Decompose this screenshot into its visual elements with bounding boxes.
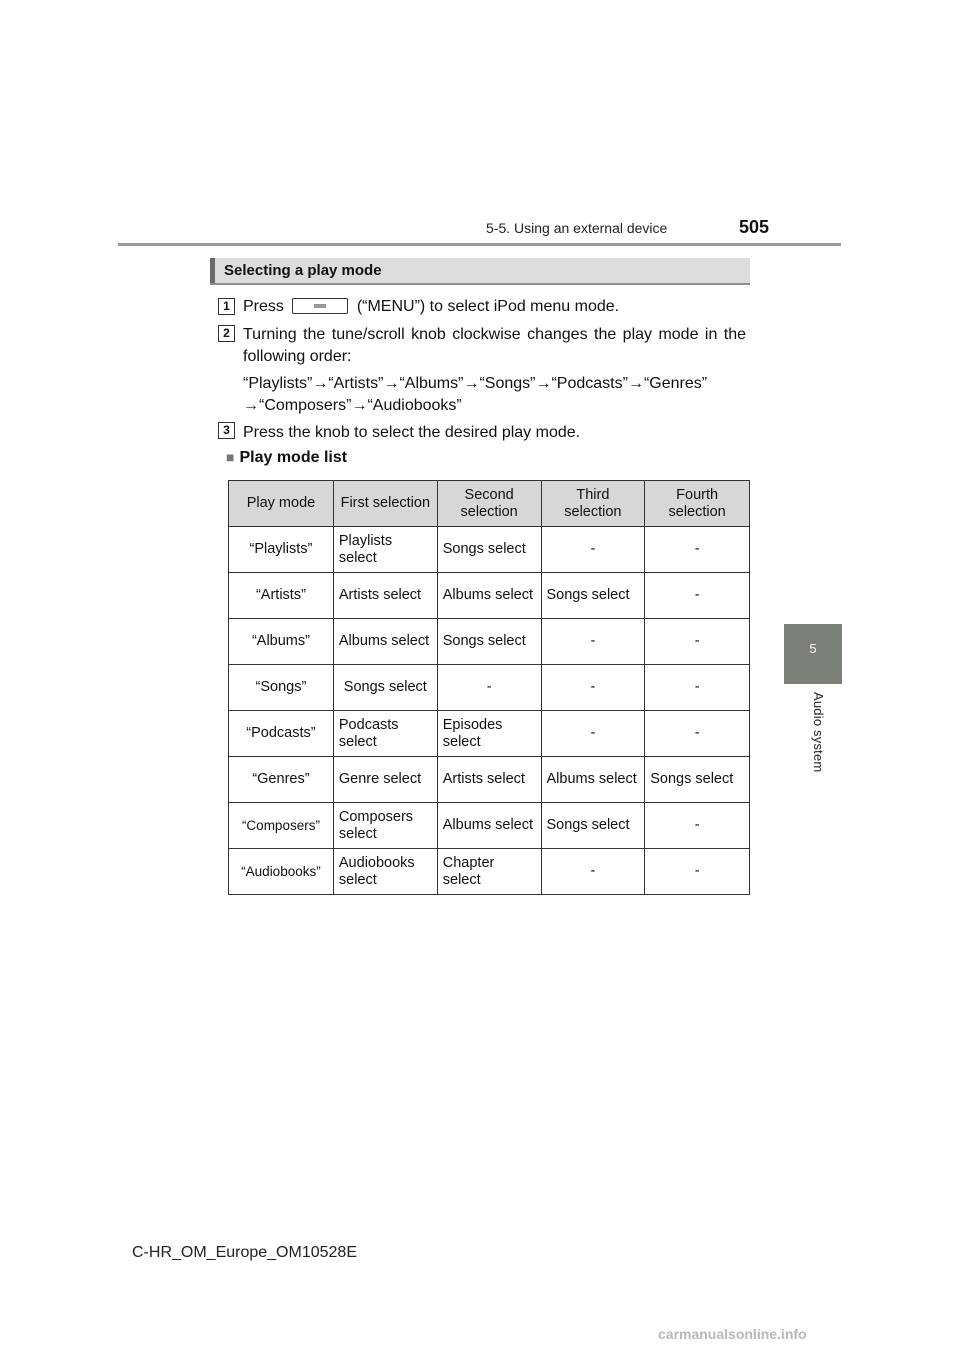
- table-cell: Chapter select: [437, 849, 541, 895]
- table-cell: -: [437, 665, 541, 711]
- table-row: [229, 665, 750, 711]
- table-row: [229, 711, 750, 757]
- menu-glyph-icon: [314, 305, 326, 308]
- step-1-text-after: (“MENU”) to select iPod menu mode.: [356, 298, 620, 315]
- table-cell: -: [645, 527, 750, 573]
- table-cell: “Composers”: [229, 803, 334, 849]
- table-cell: Albums select: [541, 757, 645, 803]
- table-cell: “Artists”: [229, 573, 334, 619]
- table-cell: Songs select: [437, 527, 541, 573]
- step-2-order-line-1: “Playlists”→“Artists”→“Albums”→“Songs”→“Podcasts”→“Genres”: [243, 375, 708, 392]
- table-cell: -: [541, 665, 645, 711]
- table-cell: -: [645, 711, 750, 757]
- step-2-order-line-2: →“Composers”→“Audiobooks”: [243, 397, 462, 414]
- table-cell: -: [541, 711, 645, 757]
- table-row: [229, 527, 750, 573]
- square-bullet-icon: ■: [226, 449, 235, 465]
- table-cell: Composers select: [333, 803, 437, 849]
- col-header-play-mode: Play mode: [229, 481, 334, 527]
- section-title: Selecting a play mode: [224, 262, 382, 279]
- table-cell: -: [645, 849, 750, 895]
- col-header-second-selection: Second selection: [437, 481, 541, 527]
- table-cell: Songs select: [437, 619, 541, 665]
- table-cell: Artists select: [333, 573, 437, 619]
- table-row: [229, 757, 750, 803]
- table-cell: -: [541, 619, 645, 665]
- watermark: carmanualsonline.info: [658, 1326, 807, 1342]
- table-cell: Episodes select: [437, 711, 541, 757]
- step-1-text: [243, 296, 746, 318]
- col-header-fourth-selection: Fourth selection: [645, 481, 750, 527]
- step-number-1: 1: [218, 298, 235, 315]
- table-cell: -: [541, 849, 645, 895]
- step-1-text-before: Press: [243, 298, 284, 315]
- table-cell: “Playlists”: [229, 527, 334, 573]
- col-header-third-selection: Third selection: [541, 481, 645, 527]
- table-cell: “Songs”: [229, 665, 334, 711]
- table-cell: Songs select: [333, 665, 437, 711]
- table-cell: “Genres”: [229, 757, 334, 803]
- table-row: [229, 849, 750, 895]
- table-cell: Playlists select: [333, 527, 437, 573]
- page-number: 505: [739, 217, 770, 237]
- table-cell: Artists select: [437, 757, 541, 803]
- step-number-3: 3: [218, 422, 235, 439]
- table-cell: -: [645, 573, 750, 619]
- table-cell: Songs select: [645, 757, 750, 803]
- col-header-first-selection: First selection: [333, 481, 437, 527]
- step-3-text: Press the knob to select the desired play mode.: [243, 424, 581, 441]
- header-divider: [118, 243, 841, 246]
- table-cell: Songs select: [541, 573, 645, 619]
- table-cell: Podcasts select: [333, 711, 437, 757]
- table-cell: Albums select: [333, 619, 437, 665]
- table-row: [229, 573, 750, 619]
- table-cell: “Podcasts”: [229, 711, 334, 757]
- play-mode-table: [228, 480, 750, 895]
- step-number-2: 2: [218, 325, 235, 342]
- table-row: [229, 803, 750, 849]
- table-cell: Audiobooks select: [333, 849, 437, 895]
- table-cell: Albums select: [437, 573, 541, 619]
- play-mode-list-heading: [226, 449, 347, 467]
- document-code-footer: C-HR_OM_Europe_OM10528E: [132, 1244, 357, 1261]
- chapter-tab-number: 5: [809, 641, 817, 656]
- table-cell: -: [645, 665, 750, 711]
- table-cell: Genre select: [333, 757, 437, 803]
- table-header-row: [229, 481, 750, 527]
- chapter-tab-label: Audio system: [811, 692, 826, 773]
- section-title-bar: [210, 258, 750, 285]
- menu-button-icon: [292, 298, 348, 314]
- step-2-text: Turning the tune/scroll knob clockwise changes the play mode in the following order:: [243, 326, 746, 365]
- running-header-section: 5-5. Using an external device: [486, 220, 668, 236]
- table-cell: “Audiobooks”: [229, 849, 334, 895]
- table-cell: “Albums”: [229, 619, 334, 665]
- play-mode-list-heading-text: Play mode list: [239, 449, 348, 466]
- table-cell: -: [645, 619, 750, 665]
- table-cell: Songs select: [541, 803, 645, 849]
- table-cell: -: [645, 803, 750, 849]
- table-cell: Albums select: [437, 803, 541, 849]
- table-cell: -: [541, 527, 645, 573]
- table-row: [229, 619, 750, 665]
